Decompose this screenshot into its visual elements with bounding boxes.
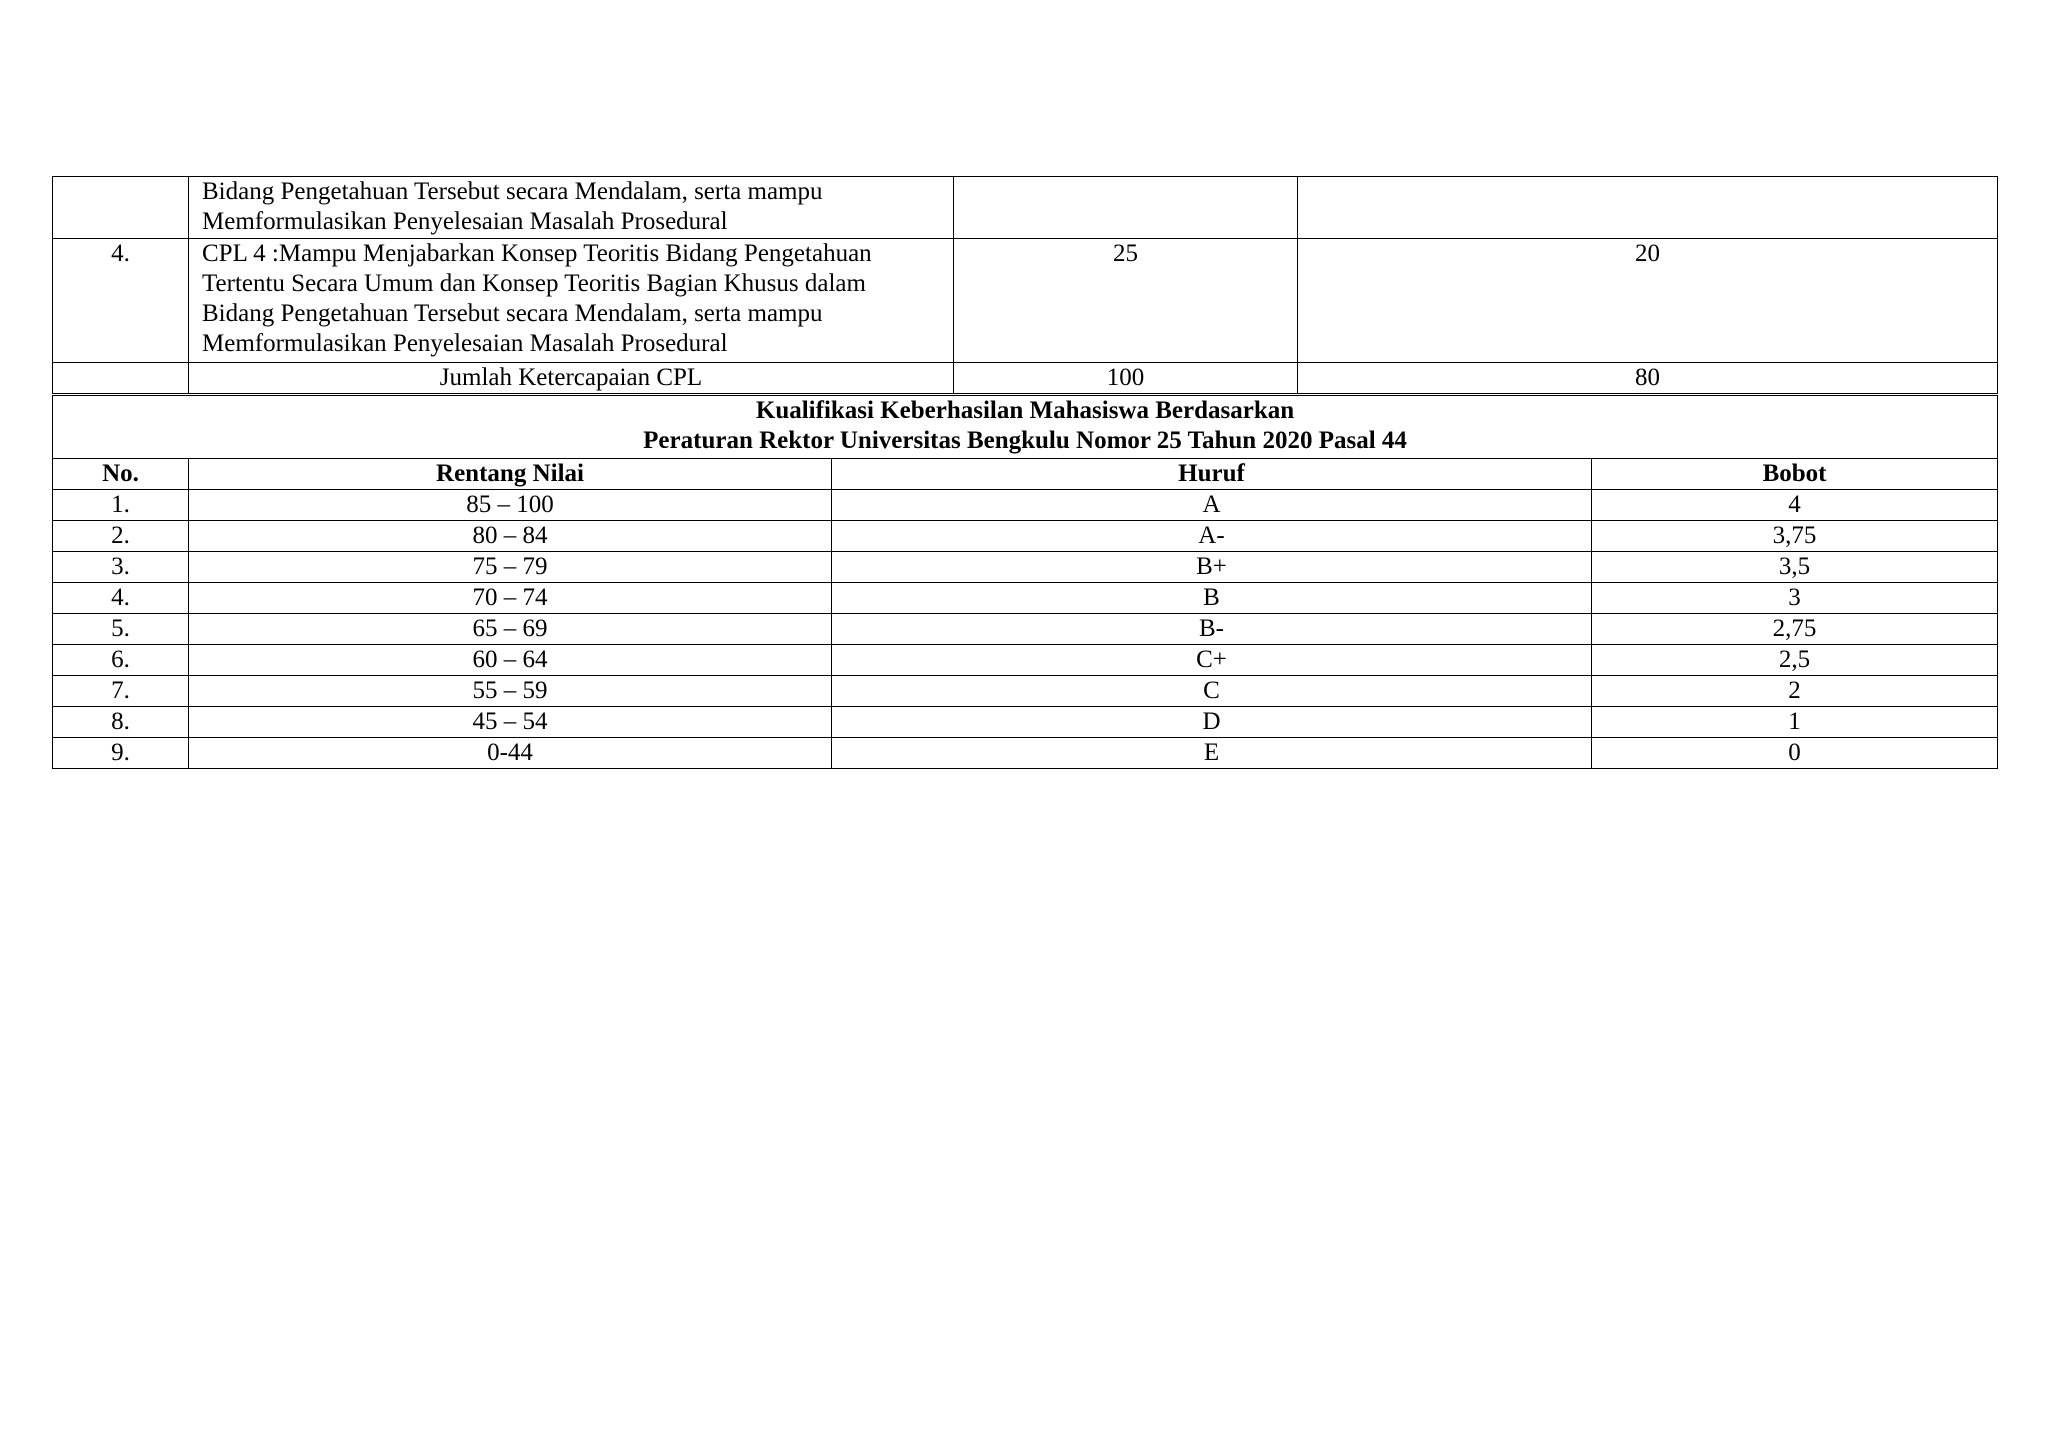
grade-letter: B- bbox=[832, 614, 1592, 645]
grade-range: 65 – 69 bbox=[189, 614, 832, 645]
grade-letter: D bbox=[832, 707, 1592, 738]
description-line: CPL 4 :Mampu Menjabarkan Konsep Teoritis Bidang Pengetahuan bbox=[202, 240, 872, 267]
header-huruf: Huruf bbox=[832, 459, 1592, 490]
grade-no: 7. bbox=[53, 676, 189, 707]
grade-range: 85 – 100 bbox=[189, 490, 832, 521]
total-weight: 100 bbox=[954, 363, 1298, 394]
grade-no: 1. bbox=[53, 490, 189, 521]
description-line: Tertentu Secara Umum dan Konsep Teoritis Bagian Khusus dalam bbox=[202, 270, 866, 297]
cpl-table bbox=[52, 176, 1998, 394]
table-row bbox=[53, 707, 1998, 738]
section-title-cell bbox=[53, 396, 1998, 459]
table-row bbox=[53, 521, 1998, 552]
description-line: Memformulasikan Penyelesaian Masalah Prosedural bbox=[202, 208, 728, 235]
cpl-weight-cell bbox=[954, 177, 1298, 239]
cpl-achievement-cell bbox=[1298, 177, 1998, 239]
grade-range: 75 – 79 bbox=[189, 552, 832, 583]
grade-letter: B+ bbox=[832, 552, 1592, 583]
grade-weight: 3 bbox=[1592, 583, 1998, 614]
total-achievement: 80 bbox=[1298, 363, 1998, 394]
header-bobot: Bobot bbox=[1592, 459, 1998, 490]
grade-weight: 2,75 bbox=[1592, 614, 1998, 645]
cpl-description bbox=[189, 239, 954, 363]
grade-range: 55 – 59 bbox=[189, 676, 832, 707]
grade-range: 0-44 bbox=[189, 738, 832, 769]
row-number bbox=[53, 177, 189, 239]
cpl-achievement-cell: 20 bbox=[1298, 239, 1998, 363]
grade-range: 80 – 84 bbox=[189, 521, 832, 552]
table-row bbox=[53, 552, 1998, 583]
table-row bbox=[53, 676, 1998, 707]
grade-no: 3. bbox=[53, 552, 189, 583]
grade-no: 8. bbox=[53, 707, 189, 738]
grade-letter: E bbox=[832, 738, 1592, 769]
grade-weight: 1 bbox=[1592, 707, 1998, 738]
grade-weight: 3,5 bbox=[1592, 552, 1998, 583]
grade-range: 70 – 74 bbox=[189, 583, 832, 614]
grade-letter: C+ bbox=[832, 645, 1592, 676]
grade-weight: 0 bbox=[1592, 738, 1998, 769]
header-no: No. bbox=[53, 459, 189, 490]
section-title-line-2: Peraturan Rektor Universitas Bengkulu Nomor 25 Tahun 2020 Pasal 44 bbox=[643, 427, 1407, 454]
description-line: Memformulasikan Penyelesaian Masalah Prosedural bbox=[202, 330, 728, 357]
table-row bbox=[53, 583, 1998, 614]
table-row bbox=[53, 645, 1998, 676]
grade-weight: 2 bbox=[1592, 676, 1998, 707]
table-row bbox=[53, 490, 1998, 521]
grade-letter: B bbox=[832, 583, 1592, 614]
table-row bbox=[53, 614, 1998, 645]
description-line: Bidang Pengetahuan Tersebut secara Mendalam, serta mampu bbox=[202, 178, 823, 205]
table-row bbox=[53, 239, 1998, 363]
empty-cell bbox=[53, 363, 189, 394]
description-line: Bidang Pengetahuan Tersebut secara Mendalam, serta mampu bbox=[202, 300, 823, 327]
total-row bbox=[53, 363, 1998, 394]
cpl-description bbox=[189, 177, 954, 239]
cpl-weight-cell: 25 bbox=[954, 239, 1298, 363]
section-title-row bbox=[53, 396, 1998, 459]
grade-no: 5. bbox=[53, 614, 189, 645]
header-row bbox=[53, 459, 1998, 490]
grade-letter: A- bbox=[832, 521, 1592, 552]
grade-letter: C bbox=[832, 676, 1592, 707]
grade-no: 9. bbox=[53, 738, 189, 769]
grade-weight: 4 bbox=[1592, 490, 1998, 521]
header-rentang-nilai: Rentang Nilai bbox=[189, 459, 832, 490]
grade-table bbox=[52, 395, 1998, 769]
table-row bbox=[53, 177, 1998, 239]
grade-range: 60 – 64 bbox=[189, 645, 832, 676]
grade-no: 6. bbox=[53, 645, 189, 676]
section-title-line-1: Kualifikasi Keberhasilan Mahasiswa Berdasarkan bbox=[755, 397, 1295, 424]
table-row bbox=[53, 738, 1998, 769]
total-label: Jumlah Ketercapaian CPL bbox=[189, 363, 954, 394]
row-number: 4. bbox=[53, 239, 189, 363]
grade-weight: 3,75 bbox=[1592, 521, 1998, 552]
grade-weight: 2,5 bbox=[1592, 645, 1998, 676]
grade-range: 45 – 54 bbox=[189, 707, 832, 738]
grade-no: 2. bbox=[53, 521, 189, 552]
grade-no: 4. bbox=[53, 583, 189, 614]
grade-letter: A bbox=[832, 490, 1592, 521]
